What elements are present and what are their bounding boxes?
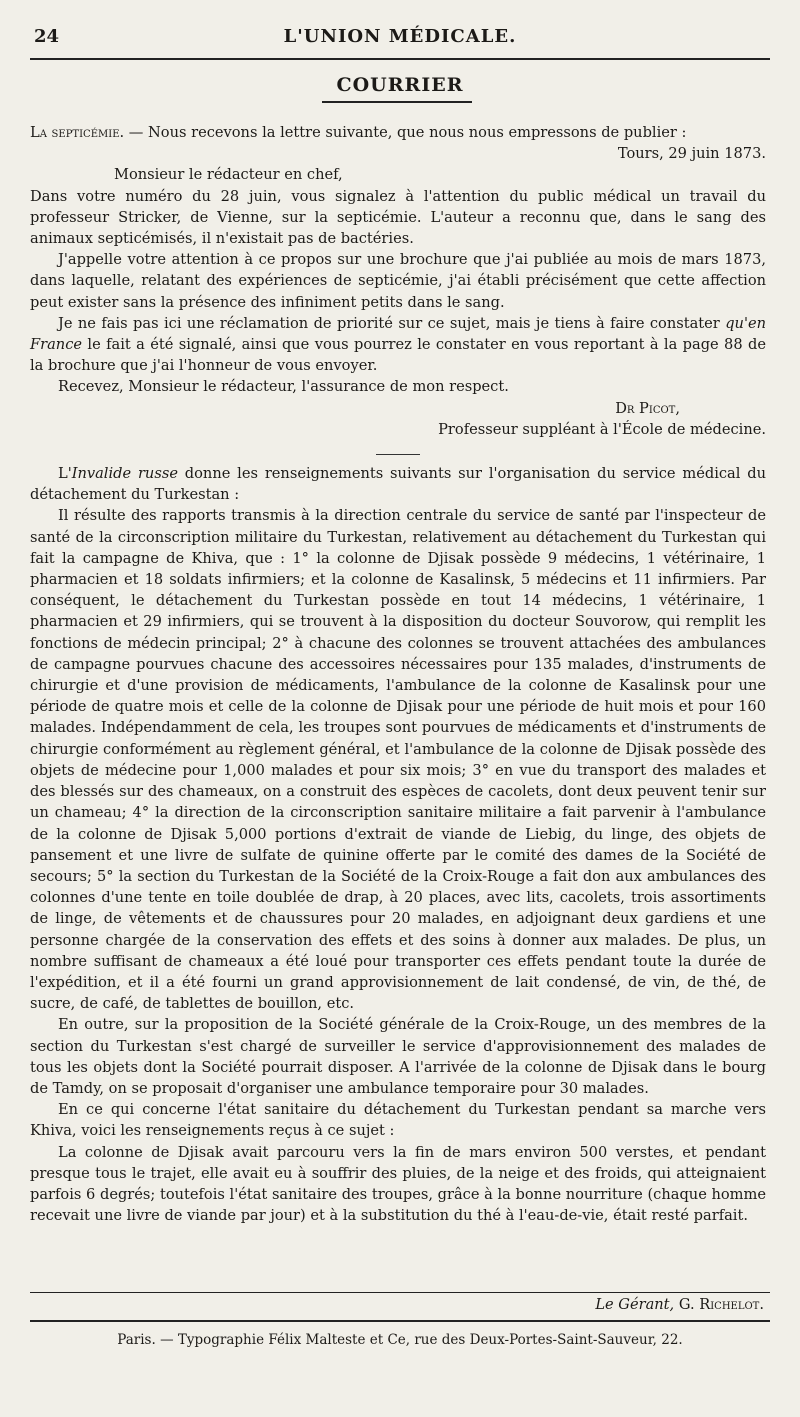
footer-rule (30, 1292, 770, 1293)
letter-closing: Recevez, Monsieur le rédacteur, l'assurance de mon respect. (58, 378, 509, 396)
journal-title: L'UNION MÉDICALE. (283, 26, 517, 47)
page-number: 24 (34, 26, 60, 47)
section-title: COURRIER (336, 74, 464, 96)
letter-p3-em: qu'en France (30, 314, 766, 354)
article-paragraph-4: La colonne de Djisak avait parcouru vers la fin de mars environ 500 verstes, et pendant presque tous le trajet, elle avait eu à souffrir des pluies, de la neige et des froids, qui atteignaient parfois 6 degrés; toutefois l'état sanitaire des troupes, grâce à la bonne nourriture (chaque homme recevait une livre de viande par jour) et à la substitution du thé à l'eau-de-vie, était resté parfait. (30, 1143, 766, 1225)
article-source: Invalide russe (71, 465, 178, 483)
header-rule (30, 58, 770, 60)
letter-lead: La septicémie. (30, 124, 125, 141)
title-rule (322, 101, 472, 103)
letter-intro (30, 122, 766, 143)
manager-name: G. Richelot. (678, 1296, 764, 1313)
body-text (30, 122, 766, 1226)
letter-paragraph-1: Dans votre numéro du 28 juin, vous signalez à l'attention du public médical un travail du professeur Stricker, de Vienne, sur la septicémie. L'auteur a reconnu que, dans le sang des animaux septicémisés, il n'existait pas de bactéries. (30, 187, 766, 248)
printer-imprint: Paris. — Typographie Félix Malteste et Ce, rue des Deux-Portes-Saint-Sauveur, 22. (117, 1332, 683, 1348)
letter-place-date: Tours, 29 juin 1873. (617, 145, 766, 163)
letter-p3-b: le fait a été signalé, ainsi que vous pourrez le constater en vous reportant à la page 88 de la brochure que j'ai l'honneur de vous envoyer. (30, 336, 766, 375)
letter-intro-text: — Nous recevons la lettre suivante, que nous nous empressons de publier : (124, 124, 687, 141)
manager-signature: Le Gérant, G. Richelot. (595, 1296, 764, 1313)
letter-salutation: Monsieur le rédacteur en chef, (114, 166, 343, 184)
letter-paragraph-3 (30, 313, 766, 377)
letter-paragraph-2: J'appelle votre attention à ce propos sur une brochure que j'ai publiée au mois de mars 1873, dans laquelle, relatant des expériences de septicémie, j'ai établi précisément que cette affection peut exister sans la présence des infiniment petits dans le sang. (30, 251, 766, 311)
article-paragraph-2: En outre, sur la proposition de la Société générale de la Croix-Rouge, un des membres de la section du Turkestan s'est chargé de surveiller le service d'approvisionnement des malades de tous les objets dont la Société pourrait disposer. A l'arrivée de la colonne de Djisak dans le bourg de Tamdy, on se proposait d'organiser une ambulance temporaire pour 30 malades. (30, 1016, 766, 1097)
article-paragraph-1: Il résulte des rapports transmis à la direction centrale du service de santé par l'inspecteur de santé de la circonscription militaire du Turkestan, relativement au détachement du Turkestan qui fait la campagne de Khiva, que : 1° la colonne de Djisak possède 9 médecins, 1 vétérinaire, 1 pharmacien et 18 soldats infirmiers; et la colonne de Kasalinsk, 5 médecins et 11 infirmiers. Par conséquent, le détachement du Turkestan possède en tout 14 médecins, 1 vétérinaire, 1 pharmacien et 29 infirmiers, qui se trouvent à la disposition du docteur Souvorow, qui remplit les fonctions de médecin principal; 2° à chacune des colonnes se trouvent attachées des ambulances de campagne pourvues chacune des accessoires nécessaires pour 135 malades, d'instruments de chirurgie et d'une provision de médicaments, l'ambulance de la colonne de Kasalinsk pour une période de quatre mois et celle de la colonne de Djisak pour une période de huit mois et pour 160 malades. Indépendamment de cela, les troupes sont pourvues de médicaments et d'instruments de chirurgie conformément au règlement général, et l'ambulance de la colonne de Djisak possède des objets de médecine pour 1,000 malades et pour six mois; 3° en vue du transport des malades et des blessés sur des chameaux, on a construit des espèces de cacolets, dont deux peuvent tenir sur un chameau; 4° la direction de la circonscription sanitaire militaire a fait parvenir à l'ambulance de la colonne de Djisak 5,000 portions d'extrait de viande de Liebig, du linge, des objets de pansement et une livre de sulfate de quinine offerte par le comité des dames de la Société de secours; 5° la section du Turkestan de la Société de la Croix-Rouge a fait don aux ambulances des colonnes d'une tente en toile doublée de drap, à 20 places, avec lits, cacolets, trois assortiments de linge, de vêtements et de chaussures pour 20 malades, en adjoignant deux gardiens et une personne chargée de la conservation des effets et des soins à donner aux malades. De plus, un nombre suffisant de chameaux a été loué pour transporter ces effets pendant toute la durée de l'expédition, et il a été fourni un grand approvisionnement de lait condensé, de vin, de thé, de sucre, de café, de tablettes de bouillon, etc. (30, 507, 766, 1013)
running-head (30, 22, 770, 54)
footer-rule-2 (30, 1320, 770, 1322)
signature-name: Dr Picot, (615, 399, 680, 417)
article-intro: L'Invalide russe donne les renseignements suivants sur l'organisation du service médical du détachement du Turkestan : (30, 465, 766, 504)
separator-rule (376, 454, 420, 455)
letter-p3-a: Je ne fais pas ici une réclamation de priorité sur ce sujet, mais je tiens à faire constater (58, 314, 726, 332)
signature-title: Professeur suppléant à l'École de médecine. (438, 420, 766, 438)
article-paragraph-3: En ce qui concerne l'état sanitaire du détachement du Turkestan pendant sa marche vers Khiva, voici les renseignements reçus à ce sujet : (30, 1101, 766, 1140)
